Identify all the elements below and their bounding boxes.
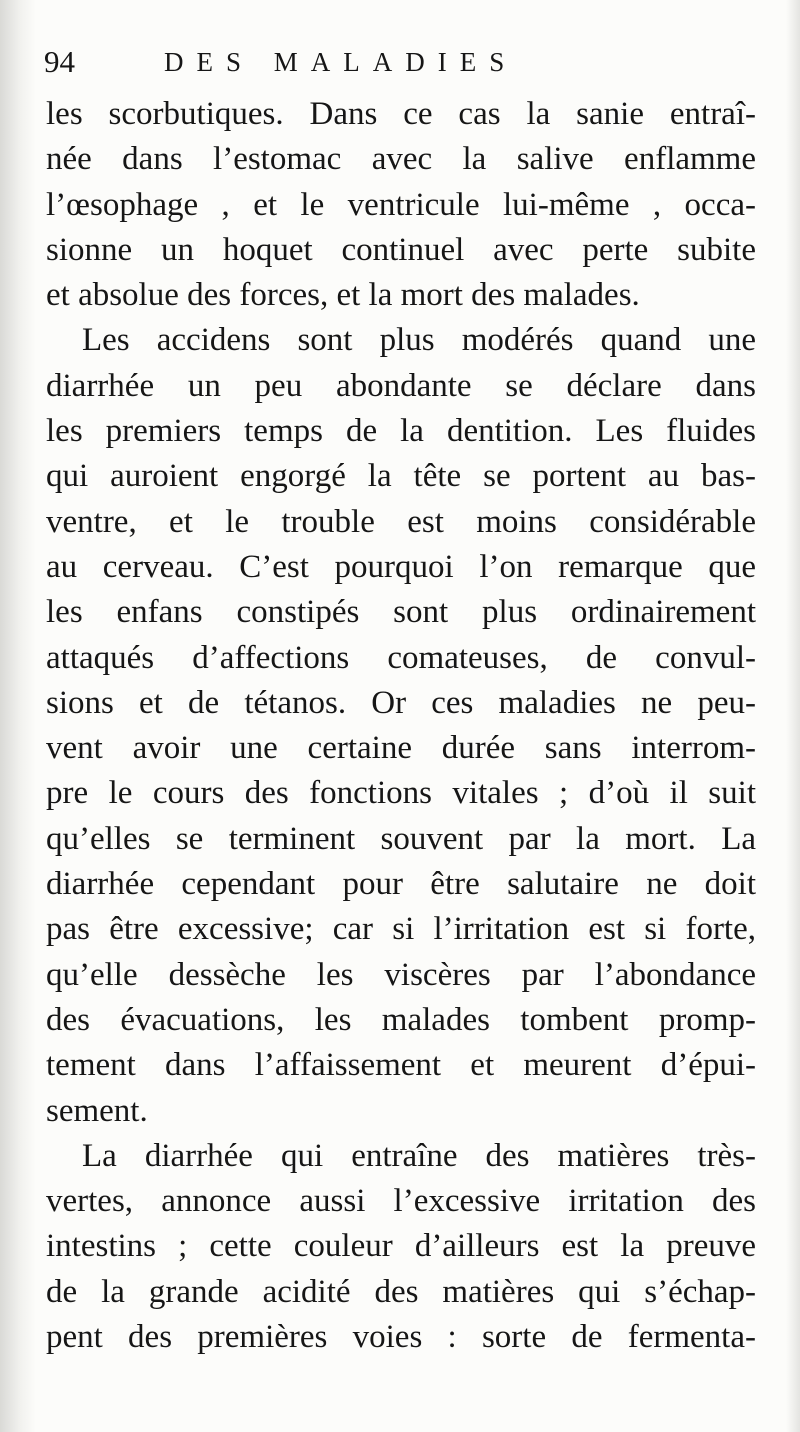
text-line: les enfans constipés sont plus ordinairement bbox=[46, 594, 756, 631]
text-line: Les accidens sont plus modérés quand une bbox=[82, 322, 756, 359]
text-line: née dans l’estomac avec la salive enflamme bbox=[46, 141, 756, 178]
text-line: ventre, et le trouble est moins considérable bbox=[46, 503, 756, 540]
text-line: tement dans l’affaissement et meurent d’épui- bbox=[46, 1047, 756, 1084]
text-line: l’œsophage , et le ventricule lui-même , occa- bbox=[46, 186, 756, 223]
page-number: 94 bbox=[44, 44, 75, 79]
body-text bbox=[46, 92, 756, 1360]
text-line: diarrhée cependant pour être salutaire ne doit bbox=[46, 866, 756, 903]
text-line: attaqués d’affections comateuses, de convul- bbox=[46, 639, 756, 676]
running-head: DES MALADIES bbox=[164, 47, 518, 77]
text-line: vent avoir une certaine durée sans interrom- bbox=[46, 730, 756, 767]
page-edge-shadow bbox=[786, 0, 800, 1432]
text-line: et absolue des forces, et la mort des malades. bbox=[46, 277, 640, 314]
text-line: vertes, annonce aussi l’excessive irritation des bbox=[46, 1183, 756, 1220]
text-line: les premiers temps de la dentition. Les fluides bbox=[46, 413, 756, 450]
page-gutter-shadow bbox=[0, 0, 36, 1432]
text-line: sions et de tétanos. Or ces maladies ne peu- bbox=[46, 684, 756, 721]
text-line: pre le cours des fonctions vitales ; d’où il suit bbox=[46, 775, 756, 812]
text-line: qui auroient engorgé la tête se portent au bas- bbox=[46, 458, 756, 495]
text-line: diarrhée un peu abondante se déclare dans bbox=[46, 367, 756, 404]
text-line: au cerveau. C’est pourquoi l’on remarque que bbox=[46, 548, 756, 585]
text-line: sionne un hoquet continuel avec perte subite bbox=[46, 231, 756, 268]
text-line: pas être excessive; car si l’irritation est si forte, bbox=[46, 911, 756, 948]
text-line: des évacuations, les malades tombent promp- bbox=[46, 1001, 756, 1038]
text-line: intestins ; cette couleur d’ailleurs est la preuve bbox=[46, 1228, 756, 1265]
page-header bbox=[44, 38, 764, 84]
text-line: sement. bbox=[46, 1092, 148, 1129]
text-line: La diarrhée qui entraîne des matières très- bbox=[82, 1137, 756, 1174]
text-line: qu’elle dessèche les viscères par l’abondance bbox=[46, 956, 756, 993]
text-line: les scorbutiques. Dans ce cas la sanie entraî- bbox=[46, 96, 756, 132]
text-line: qu’elles se terminent souvent par la mort. La bbox=[46, 820, 756, 857]
text-line: pent des premières voies : sorte de fermenta- bbox=[46, 1319, 756, 1356]
text-line: de la grande acidité des matières qui s’échap- bbox=[46, 1273, 756, 1310]
